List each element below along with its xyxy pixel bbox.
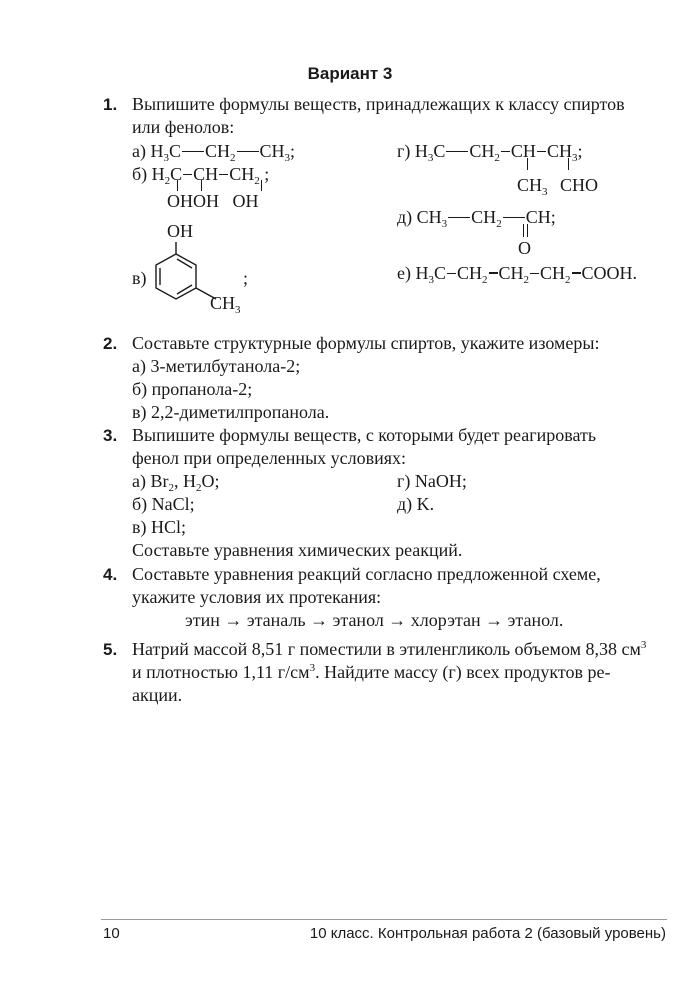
formula-1g-sub2: CHO xyxy=(560,175,599,195)
question-4-scheme: этин → этаналь → этанол → хлорэтан → этанол. xyxy=(185,610,564,630)
bond-1d-double-a xyxy=(523,224,524,237)
question-5-text-line2: и плотностью 1,11 $г/см^3$. Найдите массу (г) всех продуктов ре- xyxy=(132,662,611,682)
question-3-option-d: д) K. xyxy=(397,494,435,514)
question-2-text: Составьте структурные формулы спиртов, укажите изомеры: xyxy=(132,333,600,353)
question-5-text-line1: Натрий массой 8,51 г поместили в этиленгликоль объемом 8,38 $см^3$ xyxy=(132,639,647,659)
page-number: 10 xyxy=(103,925,120,942)
question-4-text-line1: Составьте уравнения реакций согласно предложенной схеме, xyxy=(132,564,601,584)
bond-1b-3 xyxy=(261,180,262,191)
question-3-text-line2: фенол при определенных условиях: xyxy=(132,448,407,468)
formula-1b: б) $H_2C$ CH $CH_2$ ; xyxy=(132,164,270,187)
page-title: Вариант 3 xyxy=(307,64,393,83)
question-2-number: 2. xyxy=(103,334,118,353)
question-3-option-b: б) NaCl; xyxy=(132,494,195,514)
bond-1d-double-b xyxy=(527,224,528,237)
bond-1g-2 xyxy=(568,158,569,170)
formula-1a: а) $H_3C$ $CH_2$ $CH_3$; xyxy=(132,141,296,164)
footer-divider xyxy=(101,919,667,920)
question-3-option-a: а) $Br_2$, $H_2O$; xyxy=(132,471,220,494)
formula-1d-oxygen: O xyxy=(518,238,531,258)
question-3-number: 3. xyxy=(103,426,118,445)
question-2-item-a: а) 3-метилбутанола-2; xyxy=(132,356,301,376)
formula-1g: г) $H_3C$ $CH_2$ CH $CH_3$; xyxy=(397,141,583,164)
question-5-number: 5. xyxy=(103,640,118,659)
question-1-text-line2: или фенолов: xyxy=(132,117,235,137)
question-2-item-b: б) пропанола-2; xyxy=(132,379,253,399)
formula-1v-oh: OH xyxy=(167,221,193,241)
formula-1v-label: в) xyxy=(132,268,147,288)
footer-caption: 10 класс. Контрольная работа 2 (базовый уровень) xyxy=(309,925,666,942)
bond-1g-1 xyxy=(527,158,528,170)
question-4-text-line2: укажите условия их протекания: xyxy=(132,587,382,607)
formula-1e: е) $H_3C$ $CH_2$ $CH_2$ $CH_2$ COOH. xyxy=(397,263,638,286)
question-3-tail: Составьте уравнения химических реакций. xyxy=(132,540,463,560)
question-1-text-line1: Выпишите формулы веществ, принадлежащих к классу спиртов xyxy=(132,94,625,114)
question-3-text-line1: Выпишите формулы веществ, с которыми будет реагировать xyxy=(132,425,597,445)
formula-1v-ch3: $CH_3$ xyxy=(210,293,241,316)
question-3-option-g: г) NaOH; xyxy=(397,471,467,491)
question-3-option-v: в) HCl; xyxy=(132,517,186,537)
question-4-number: 4. xyxy=(103,565,118,584)
formula-1g-sub1: $CH_3$ xyxy=(517,175,548,198)
question-2-item-c: в) 2,2-диметилпропанола. xyxy=(132,402,330,422)
question-5-text-line3: акции. xyxy=(132,685,183,705)
formula-1d: д) $CH_3$ $CH_2$ CH; xyxy=(397,207,556,230)
formula-1b-substituents: OHOH OH xyxy=(167,191,259,211)
question-1-number: 1. xyxy=(103,95,118,114)
formula-1v-end: ; xyxy=(243,268,249,288)
